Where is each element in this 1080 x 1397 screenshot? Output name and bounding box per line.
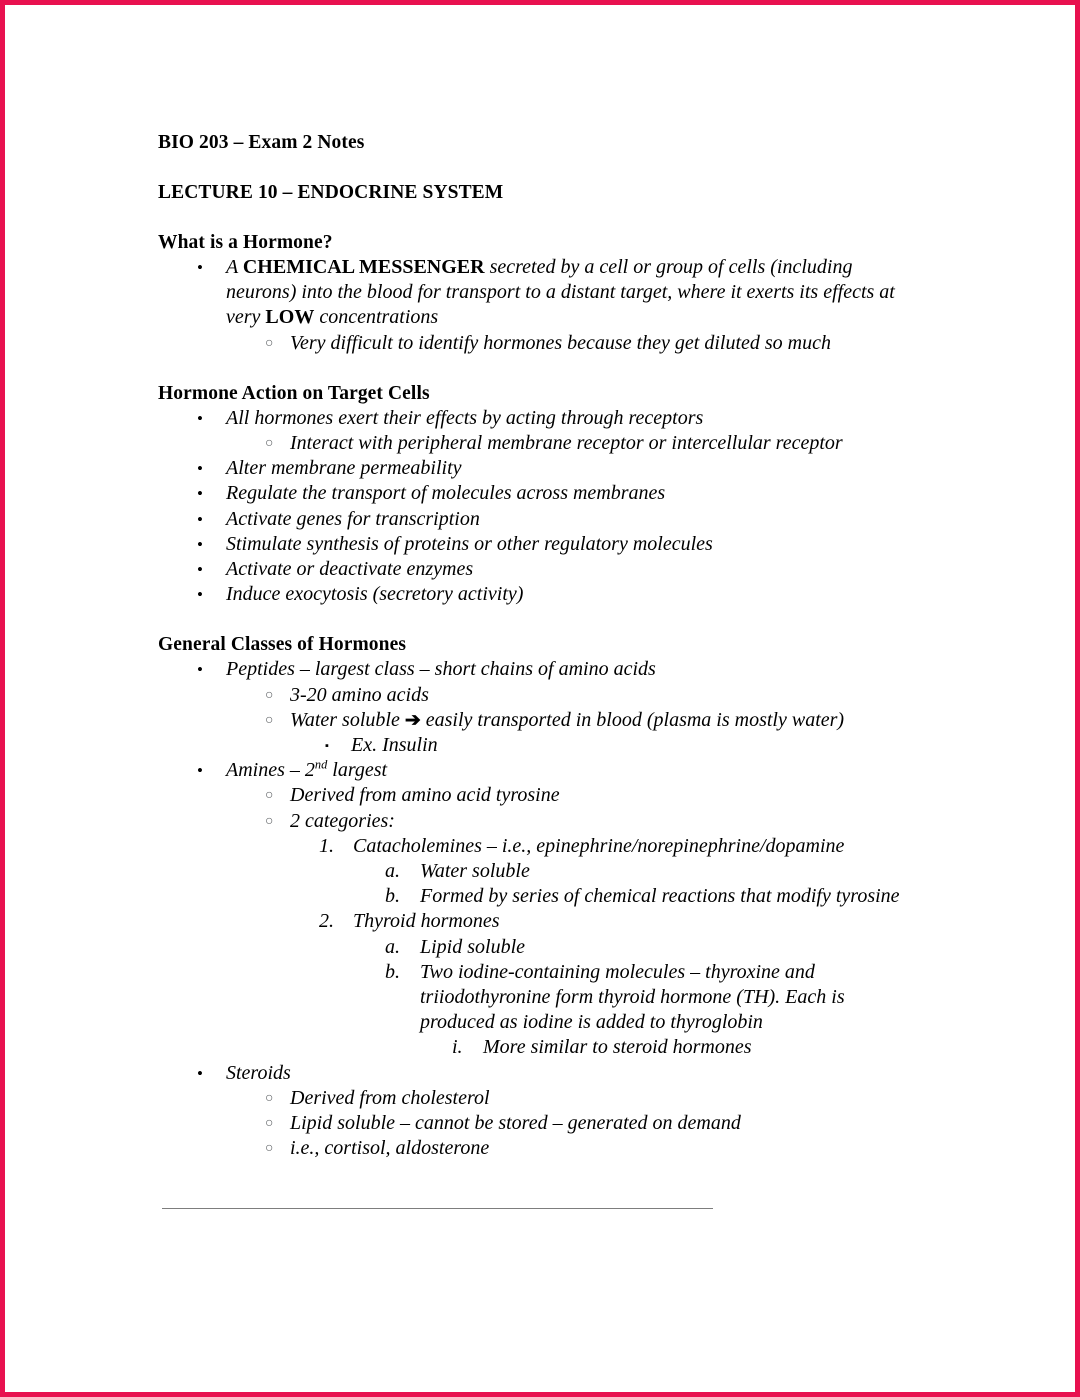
bullet-disc-icon: • (197, 560, 203, 580)
bullet-disc-icon: • (197, 585, 203, 605)
peptides-amino-acid-count: 3-20 amino acids (290, 683, 429, 706)
category-2-sub-b-i: More similar to steroid hormones (483, 1036, 752, 1059)
hormone-action-bullet-5: Activate or deactivate enzymes (226, 558, 474, 581)
steroids-examples: i.e., cortisol, aldosterone (290, 1137, 490, 1160)
list-roman-i: i. (452, 1036, 463, 1059)
section-heading-general-classes: General Classes of Hormones (158, 634, 407, 656)
amines-label-superscript: nd (314, 757, 328, 772)
bullet-circle-icon: ○ (265, 1141, 274, 1157)
hormone-action-bullet-3: Activate genes for transcription (226, 507, 480, 530)
list-item (158, 1086, 918, 1111)
hormone-action-bullet-2: Regulate the transport of molecules across membranes (226, 482, 666, 505)
peptides-water-soluble (290, 708, 918, 733)
category-2-label: Thyroid hormones (353, 910, 500, 933)
water-soluble-prefix: Water soluble (290, 708, 405, 731)
list-item (158, 255, 918, 331)
hormone-action-bullet-0: All hormones exert their effects by acting through receptors (226, 406, 704, 429)
bullet-disc-icon: • (197, 509, 203, 529)
amines-label (226, 758, 918, 783)
list-item (158, 582, 918, 607)
list-item (158, 431, 918, 456)
bullet-circle-icon: ○ (265, 813, 274, 829)
category-2-sub-a: Lipid soluble (420, 935, 526, 958)
category-1-sub-b: Formed by series of chemical reactions that modify tyrosine (420, 885, 900, 908)
bullet-disc-icon: • (197, 761, 203, 781)
bullet-disc-icon: • (197, 484, 203, 504)
hormone-definition (226, 255, 918, 331)
bullet-circle-icon: ○ (265, 1090, 274, 1106)
list-item (158, 1061, 918, 1086)
hormone-action-bullet-1: Alter membrane permeability (226, 457, 462, 480)
section-heading-hormone-action: Hormone Action on Target Cells (158, 382, 430, 404)
steroids-solubility: Lipid soluble – cannot be stored – generated on demand (290, 1112, 741, 1135)
list-item (158, 783, 918, 808)
steroids-label: Steroids (226, 1061, 291, 1084)
hormone-action-bullet-6: Induce exocytosis (secretory activity) (226, 583, 524, 606)
amines-derived: Derived from amino acid tyrosine (290, 784, 560, 807)
spacer (158, 155, 918, 180)
list-letter-b: b. (385, 885, 400, 908)
bullet-square-icon: ▪ (325, 740, 329, 753)
spacer (158, 205, 918, 230)
definition-suffix: concentrations (314, 306, 439, 329)
amines-label-suffix: largest (327, 759, 388, 782)
sub-item-dilution: Very difficult to identify hormones because they get diluted so much (290, 331, 831, 354)
bullet-disc-icon: • (197, 534, 203, 554)
list-item (158, 733, 918, 758)
definition-middle: secreted by a cell or group of cells (including neurons) into the blood for transport to a distant target, where it exerts its effects at very (226, 256, 895, 329)
list-item (158, 1035, 918, 1060)
category-1-label: Catacholemines – i.e., epinephrine/norepinephrine/dopamine (353, 834, 845, 857)
list-item (158, 557, 918, 582)
bullet-circle-icon: ○ (265, 712, 274, 728)
list-item (158, 909, 918, 934)
list-number-1: 1. (319, 834, 334, 857)
category-1-sub-a: Water soluble (420, 860, 530, 883)
lecture-title: LECTURE 10 – ENDOCRINE SYSTEM (158, 182, 504, 203)
list-letter-a: a. (385, 860, 400, 883)
list-item (158, 1136, 918, 1161)
document-body (158, 130, 918, 1162)
spacer (158, 356, 918, 381)
right-arrow-icon: ➔ (404, 709, 421, 731)
list-item (158, 935, 918, 960)
peptides-label: Peptides – largest class – short chains of amino acids (226, 658, 656, 681)
bullet-disc-icon: • (197, 459, 203, 479)
document-title: BIO 203 – Exam 2 Notes (158, 132, 365, 153)
category-2-sub-b: Two iodine-containing molecules – thyroxine and triiodothyronine form thyroid hormone (TH). Each is produced as iodine is added to thyroglobin (420, 960, 845, 1034)
hormone-action-bullet-4: Stimulate synthesis of proteins or other regulatory molecules (226, 532, 713, 555)
bullet-circle-icon: ○ (265, 436, 274, 452)
list-item (158, 1111, 918, 1136)
list-item (158, 507, 918, 532)
definition-emphasis-low: LOW (265, 306, 315, 329)
bullet-circle-icon: ○ (265, 788, 274, 804)
bullet-circle-icon: ○ (265, 687, 274, 703)
list-number-2: 2. (319, 910, 334, 933)
list-item (158, 456, 918, 481)
list-item (158, 532, 918, 557)
sub-item-receptors: Interact with peripheral membrane receptor or intercellular receptor (290, 432, 843, 455)
peptides-example: Ex. Insulin (351, 734, 438, 757)
section-heading-what-is-a-hormone: What is a Hormone? (158, 232, 333, 253)
bullet-disc-icon: • (197, 258, 203, 277)
list-item (158, 859, 918, 884)
amines-label-prefix: Amines – 2 (226, 759, 315, 782)
list-letter-b: b. (385, 960, 400, 983)
list-item (158, 331, 918, 356)
amines-categories-label: 2 categories: (290, 809, 395, 832)
list-letter-a: a. (385, 935, 400, 958)
bullet-disc-icon: • (197, 408, 203, 428)
list-item (158, 708, 918, 733)
spacer (158, 607, 918, 632)
bullet-circle-icon: ○ (265, 1116, 274, 1132)
bullet-circle-icon: ○ (265, 335, 274, 351)
water-soluble-suffix: easily transported in blood (plasma is mostly water) (420, 708, 845, 731)
bullet-disc-icon: • (197, 1063, 203, 1083)
list-item (158, 683, 918, 708)
steroids-derived: Derived from cholesterol (290, 1086, 490, 1109)
list-item (158, 406, 918, 431)
list-item (158, 834, 918, 859)
list-item (158, 657, 918, 682)
list-item (158, 884, 918, 909)
definition-prefix: A (226, 256, 243, 278)
list-item (158, 758, 918, 783)
list-item (158, 481, 918, 506)
definition-emphasis-chemical-messenger: CHEMICAL MESSENGER (242, 256, 485, 278)
section-divider (162, 1208, 713, 1209)
bullet-disc-icon: • (197, 660, 203, 680)
list-item (158, 809, 918, 834)
list-item (158, 960, 918, 1036)
